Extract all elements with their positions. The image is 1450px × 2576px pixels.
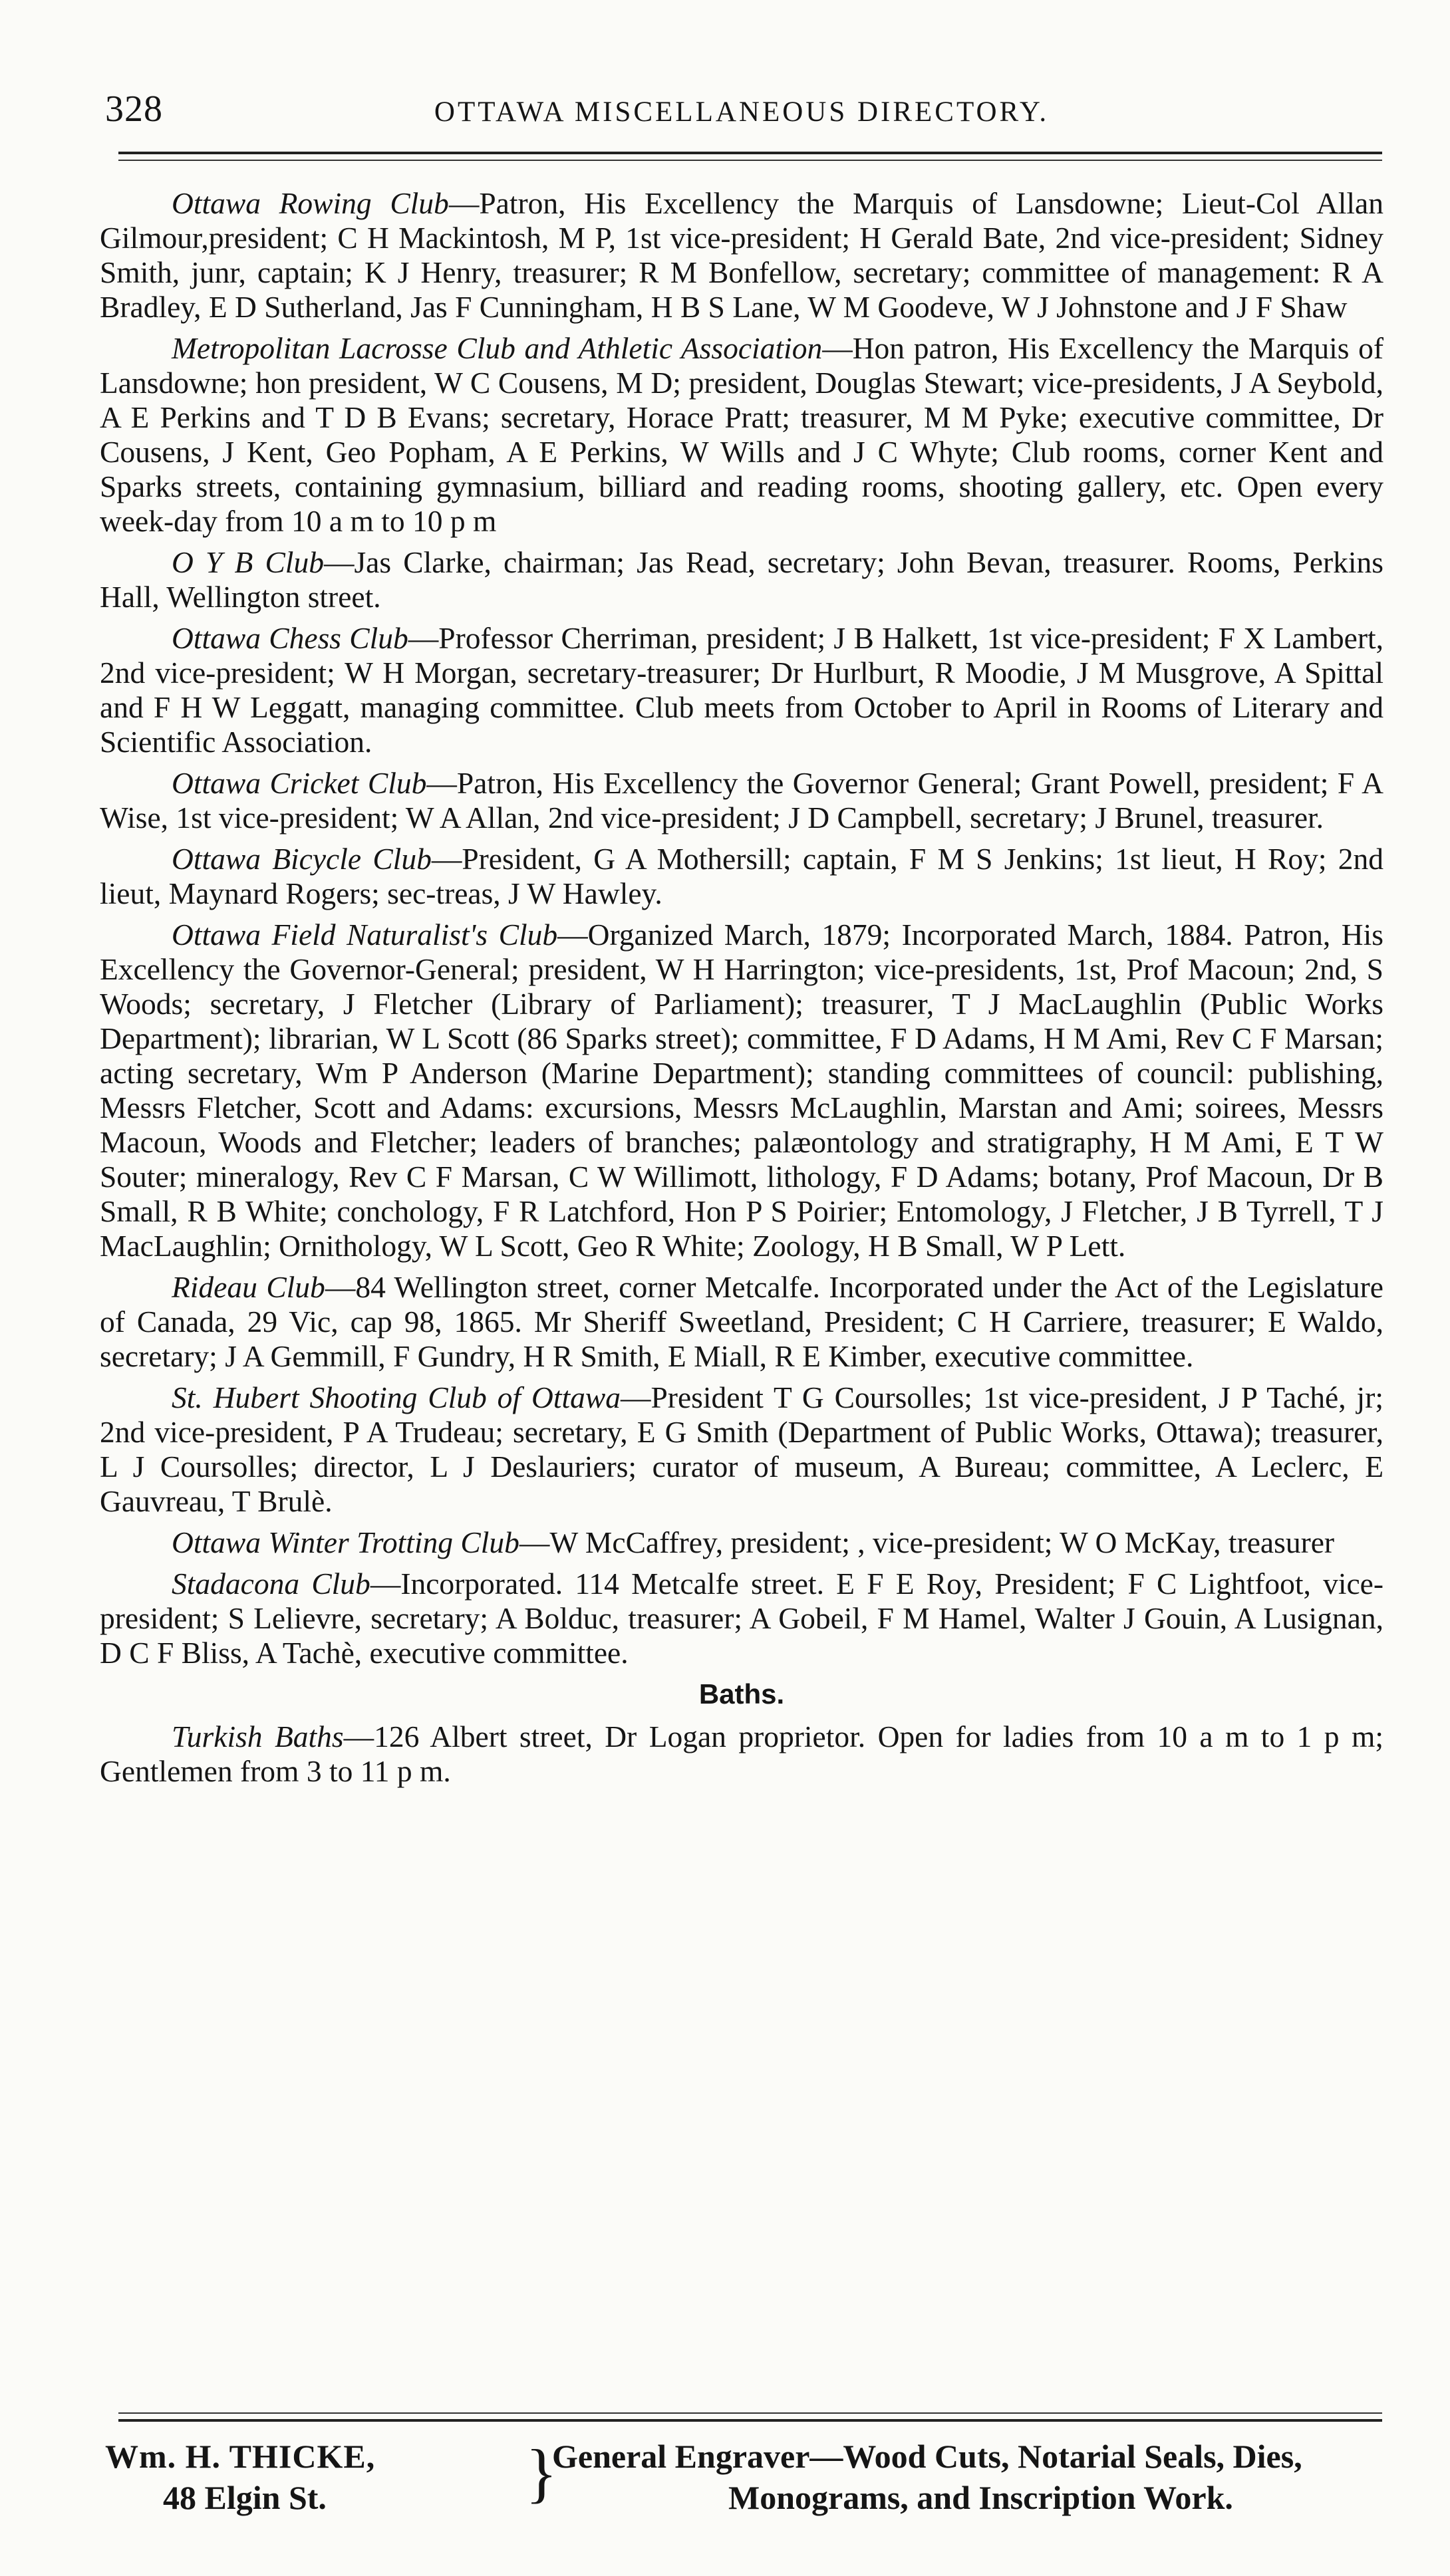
club-name: O Y B Club [172,545,324,579]
club-name: Rideau Club [172,1270,325,1304]
club-details: —Professor Cherriman, president; J B Halkett, 1st vice-president; F X Lambert, 2nd vice-president; W H Morgan, secretary-treasurer; Dr Hurlburt, R Moodie, J M Musgrove, A Spittal and F H W Leggatt, managing committee. Club meets from October to April in Rooms of Literary and Scientific Association. [100,621,1383,759]
footer-rule-thin [118,2412,1382,2414]
club-entry-stadacona [100,1567,1383,1670]
club-entry-rideau [100,1270,1383,1374]
club-entry-bicycle [100,842,1383,911]
club-entry-winter-trotting [100,1525,1383,1560]
club-details: —Hon patron, His Excellency the Marquis of Lansdowne; hon president, W C Cousens, M D; president, Douglas Stewart; vice-presidents, J A Seybold, A E Perkins and T D B Evans; secretary, Horace Pratt; treasurer, M M Pyke; executive committee, Dr Cousens, J Kent, Geo Popham, A E Perkins, W Wills and J C Whyte; Club rooms, corner Kent and Sparks streets, containing gymnasium, billiard and reading rooms, shooting gallery, etc. Open every week-day from 10 a m to 10 p m [100,331,1383,538]
page-header [100,86,1383,140]
baths-entry-turkish [100,1720,1383,1789]
club-entry-field-naturalists [100,918,1383,1263]
header-rule-thick [118,152,1382,154]
footer-rule-thick [118,2419,1382,2422]
section-heading-baths: Baths. [698,1678,785,1710]
club-name: Stadacona Club [172,1567,370,1601]
club-entry-cricket [100,766,1383,835]
club-entry-lacrosse [100,331,1383,539]
engraver-advertisement [100,2437,1383,2523]
club-name: St. Hubert Shooting Club of Ottawa [172,1380,621,1414]
advertiser-address: 48 Elgin St. [163,2479,327,2516]
running-title: OTTAWA MISCELLANEOUS DIRECTORY. [434,96,1050,128]
club-details: —President, G A Mothersill; captain, F M S Jenkins; 1st lieut, H Roy; 2nd lieut, Maynard Rogers; sec-treas, J W Hawley. [100,842,1383,910]
club-details: —Organized March, 1879; Incorporated March, 1884. Patron, His Excellency the Governor-General; president, W H Harrington; vice-presidents, 1st, Prof Macoun; 2nd, S Woods; secretary, J Fletcher (Library of Parliament); treasurer, T J MacLaughlin (Public Works Department); librarian, W L Scott (86 Sparks street); committee, F D Adams, H M Ami, Rev C F Marsan; acting secretary, Wm P Anderson (Marine Department); standing committees of council: publishing, Messrs Fletcher, Scott and Adams: excursions, Messrs McLaughlin, Marstan and Ami; soirees, Messrs Macoun, Woods and Fletcher; leaders of branches; palæontology and stratigraphy, H M Ami, E T W Souter; mineralogy, Rev C F Marsan, C W Willimott, lithology, F D Adams; botany, Prof Macoun, Dr B Small, R B White; conchology, F R Latchford, Hon P S Poirier; Entomology, J Fletcher, J B Tyrrell, T J MacLaughlin; Ornithology, W L Scott, Geo R White; Zoology, H B Small, W P Lett. [100,918,1383,1263]
club-details: —Patron, His Excellency the Marquis of Lansdowne; Lieut-Col Allan Gilmour,president; C H Mackintosh, M P, 1st vice-president; H Gerald Bate, 2nd vice-president; Sidney Smith, junr, captain; K J Henry, treasurer; R M Bonfellow, secretary; committee of management: R A Bradley, E D Sutherland, Jas F Cunningham, H B S Lane, W M Goodeve, W J Johnstone and J F Shaw [100,186,1383,324]
club-name: Ottawa Bicycle Club [172,842,432,876]
club-name: Metropolitan Lacrosse Club and Athletic Association [172,331,823,365]
advertiser-services: General Engraver—Wood Cuts, Notarial Seals, Dies, [552,2438,1302,2475]
directory-page [100,0,1383,2576]
club-name: Ottawa Cricket Club [172,766,427,800]
club-entry-st-hubert [100,1380,1383,1519]
club-details: —Incorporated. 114 Metcalfe street. E F E Roy, President; F C Lightfoot, vice-president; S Lelievre, secretary; A Bolduc, treasurer; A Gobeil, F M Hamel, Walter J Gouin, A Lusignan, D C F Bliss, A Tachè, executive committee. [100,1567,1383,1670]
directory-content [100,186,1383,1795]
advertiser-services-continued: Monograms, and Inscription Work. [728,2479,1233,2516]
club-name: Ottawa Winter Trotting Club [172,1525,519,1559]
club-entry-rowing [100,186,1383,324]
page-number: 328 [105,88,163,130]
brace-divider: } [525,2436,557,2510]
club-name: Ottawa Field Naturalist's Club [172,918,558,952]
club-details: —Patron, His Excellency the Governor General; Grant Powell, president; F A Wise, 1st vice-president; W A Allan, 2nd vice-president; J D Campbell, secretary; J Brunel, treasurer. [100,766,1383,835]
club-entry-chess [100,621,1383,759]
club-details: —President T G Coursolles; 1st vice-president, J P Taché, jr; 2nd vice-president, P A Trudeau; secretary, E G Smith (Department of Public Works, Ottawa); treasurer, L J Coursolles; director, L J Deslauriers; curator of museum, A Bureau; committee, A Leclerc, E Gauvreau, T Brulè. [100,1380,1383,1518]
advertiser-name: Wm. H. THICKE, [105,2438,376,2475]
club-details: —Jas Clarke, chairman; Jas Read, secretary; John Bevan, treasurer. Rooms, Perkins Hall, Wellington street. [100,545,1383,614]
header-rule-thin [118,160,1382,161]
club-entry-oyb [100,545,1383,614]
club-details: —84 Wellington street, corner Metcalfe. Incorporated under the Act of the Legislature of Canada, 29 Vic, cap 98, 1865. Mr Sheriff Sweetland, President; C H Carriere, treasurer; E Waldo, secretary; J A Gemmill, F Gundry, H R Smith, E Miall, R E Kimber, executive committee. [100,1270,1383,1373]
baths-name: Turkish Baths [172,1720,344,1753]
club-name: Ottawa Chess Club [172,621,408,655]
club-name: Ottawa Rowing Club [172,186,449,220]
club-details: —W McCaffrey, president; , vice-president; W O McKay, treasurer [519,1525,1335,1559]
baths-details: —126 Albert street, Dr Logan proprietor. Open for ladies from 10 a m to 1 p m; Gentlemen from 3 to 11 p m. [100,1720,1383,1788]
